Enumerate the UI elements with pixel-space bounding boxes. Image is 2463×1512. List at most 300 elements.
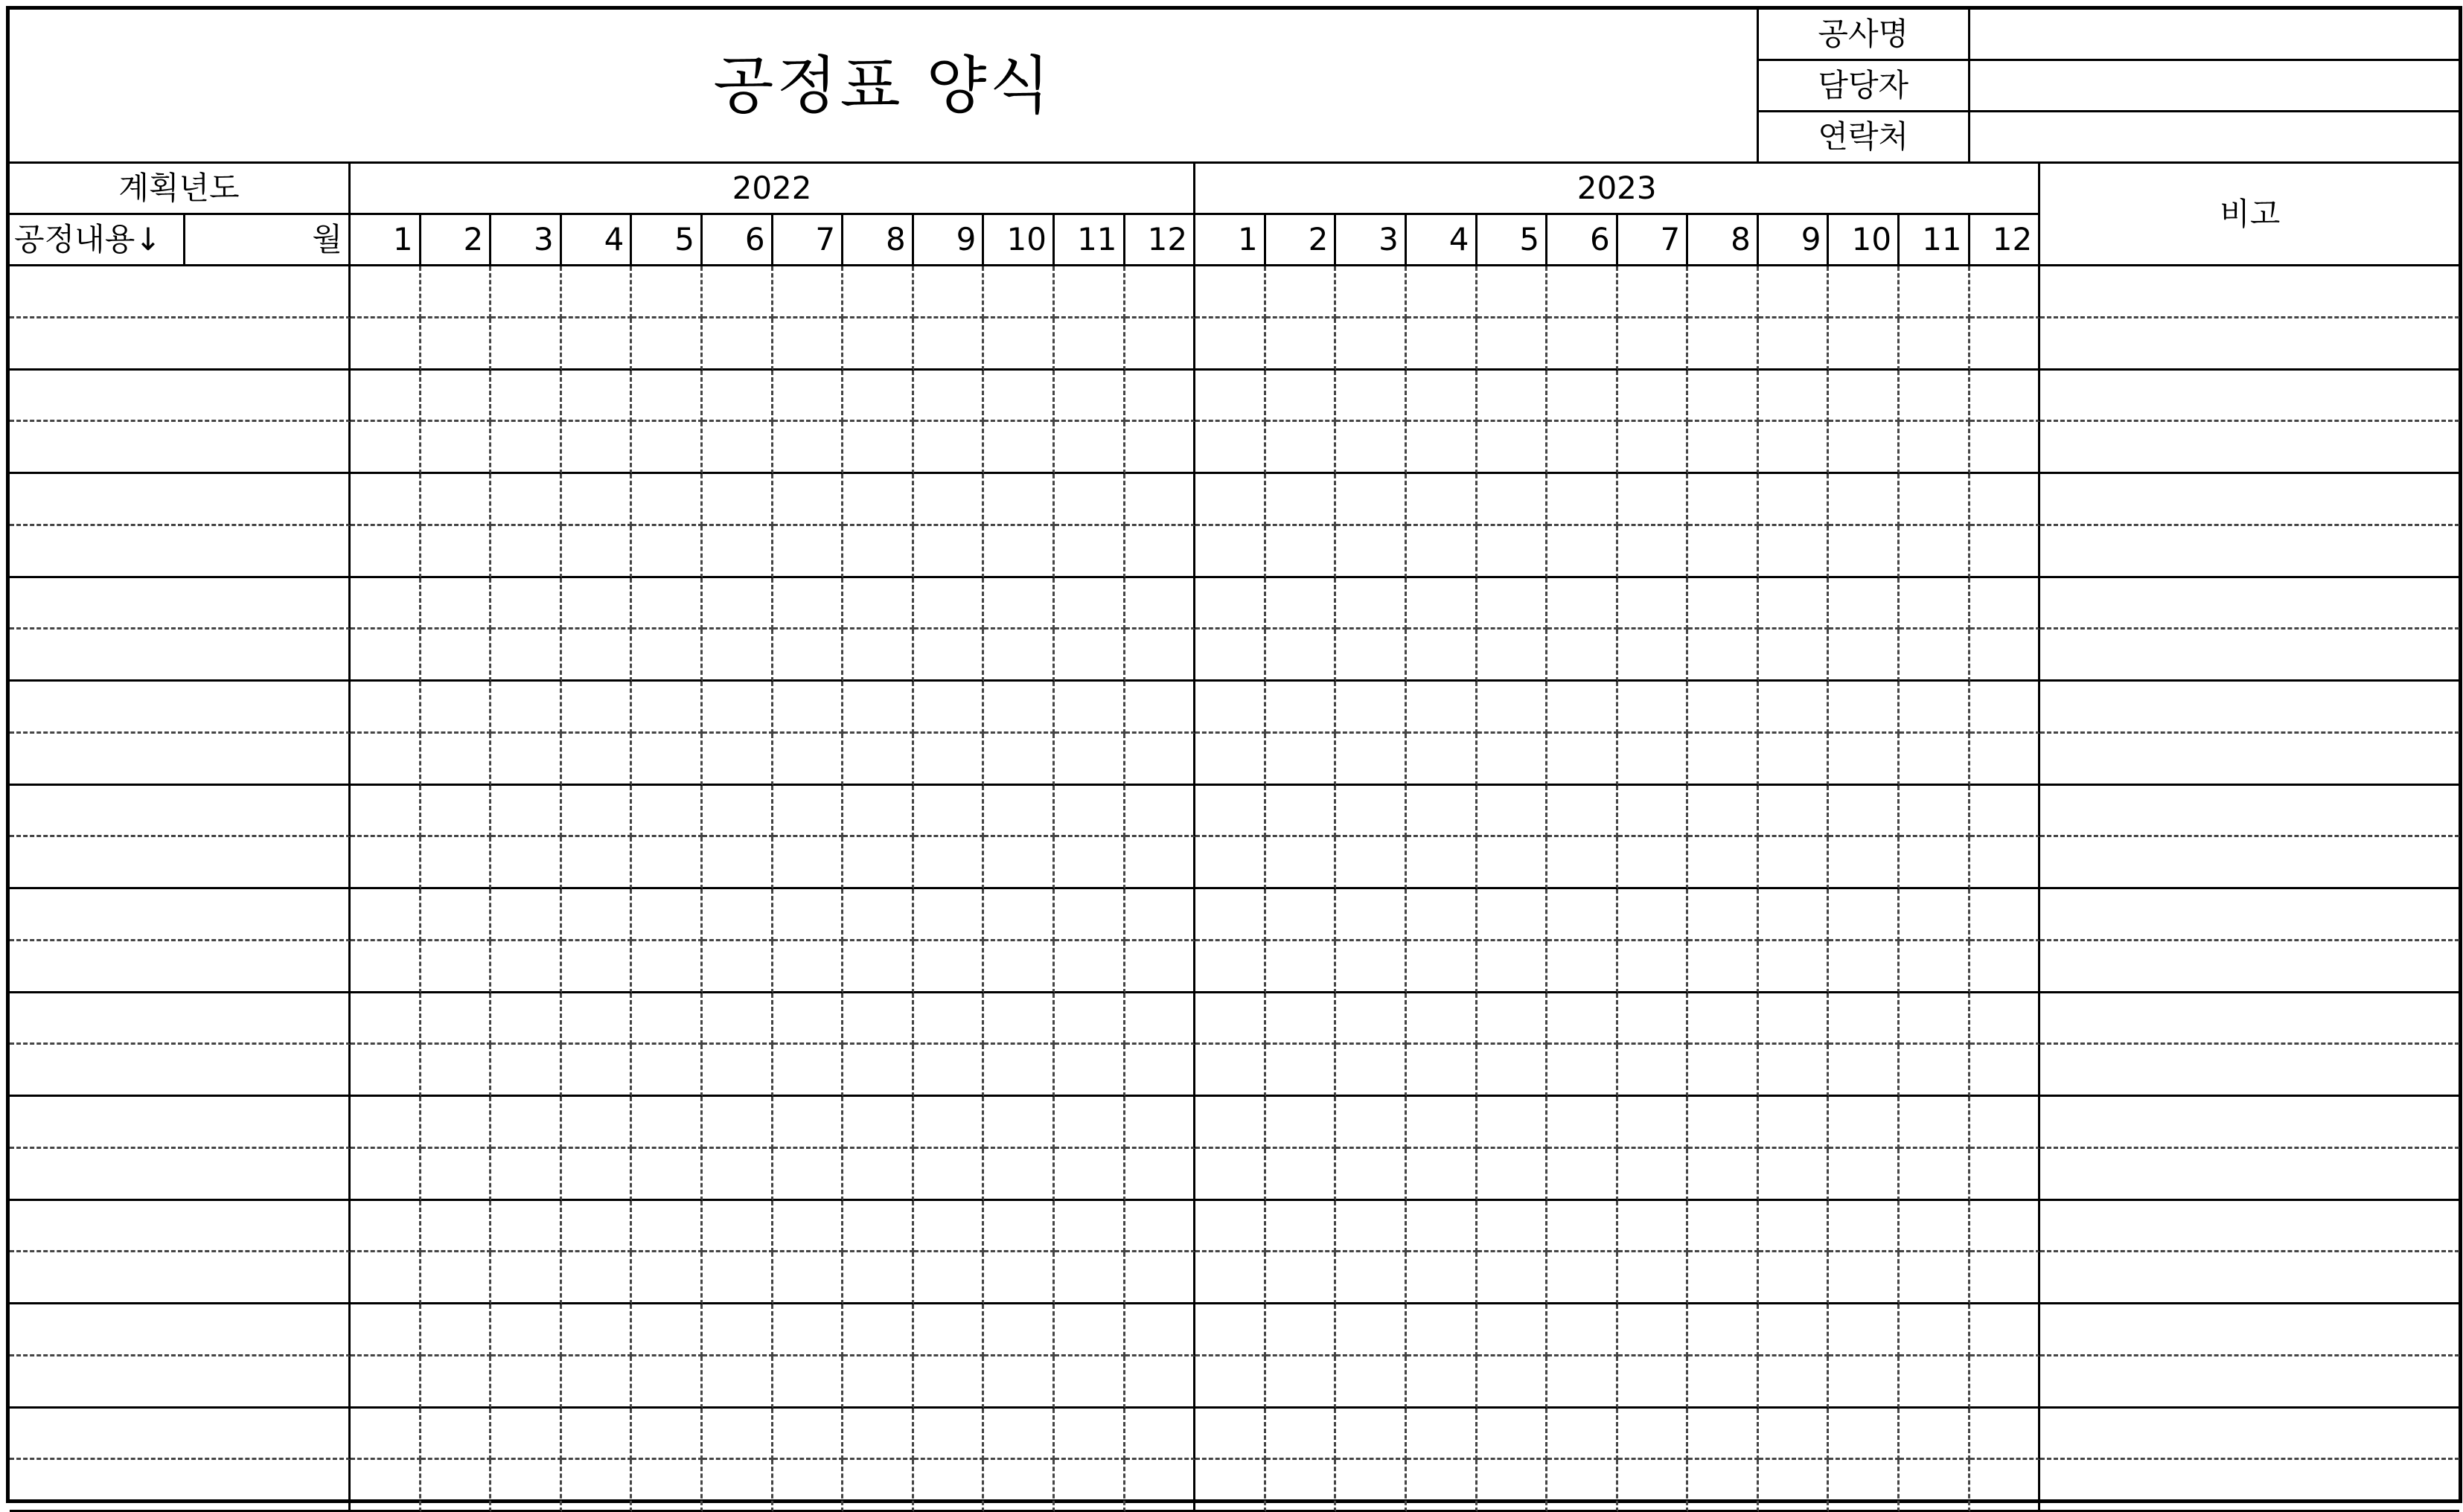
schedule-cell[interactable] — [1266, 1201, 1337, 1253]
schedule-cell[interactable] — [1688, 941, 1759, 993]
schedule-cell[interactable] — [421, 1149, 492, 1201]
schedule-cell[interactable] — [1055, 371, 1125, 423]
schedule-cell[interactable] — [1547, 422, 1618, 474]
schedule-cell[interactable] — [1829, 422, 1900, 474]
schedule-cell[interactable] — [843, 1409, 914, 1461]
schedule-cell[interactable] — [351, 526, 421, 578]
remarks-cell[interactable] — [2040, 266, 2459, 318]
schedule-cell[interactable] — [1970, 1201, 2041, 1253]
schedule-cell[interactable] — [1618, 526, 1689, 578]
schedule-cell[interactable] — [1688, 266, 1759, 318]
schedule-cell[interactable] — [773, 837, 844, 889]
schedule-cell[interactable] — [1336, 837, 1407, 889]
schedule-cell[interactable] — [1195, 266, 1266, 318]
schedule-cell[interactable] — [1759, 1045, 1830, 1097]
schedule-cell[interactable] — [1618, 837, 1689, 889]
schedule-cell[interactable] — [1618, 1304, 1689, 1356]
schedule-cell[interactable] — [421, 993, 492, 1045]
remarks-cell[interactable] — [2040, 734, 2459, 786]
schedule-cell[interactable] — [1336, 1409, 1407, 1461]
schedule-cell[interactable] — [562, 1252, 633, 1304]
schedule-cell[interactable] — [1970, 630, 2041, 682]
schedule-cell[interactable] — [1266, 1149, 1337, 1201]
schedule-cell[interactable] — [1478, 993, 1548, 1045]
schedule-cell[interactable] — [632, 682, 703, 734]
schedule-cell[interactable] — [1125, 734, 1196, 786]
schedule-cell[interactable] — [984, 1149, 1055, 1201]
schedule-cell[interactable] — [1900, 1149, 1970, 1201]
contact-field[interactable] — [1970, 112, 2460, 164]
schedule-cell[interactable] — [984, 1201, 1055, 1253]
schedule-cell[interactable] — [1900, 682, 1970, 734]
schedule-cell[interactable] — [1336, 474, 1407, 526]
schedule-cell[interactable] — [1478, 682, 1548, 734]
schedule-cell[interactable] — [1829, 682, 1900, 734]
schedule-cell[interactable] — [773, 734, 844, 786]
schedule-cell[interactable] — [703, 786, 773, 838]
schedule-cell[interactable] — [421, 526, 492, 578]
schedule-cell[interactable] — [562, 837, 633, 889]
schedule-cell[interactable] — [1407, 889, 1478, 941]
process-content-cell[interactable] — [10, 1201, 351, 1253]
schedule-cell[interactable] — [703, 889, 773, 941]
schedule-cell[interactable] — [1688, 889, 1759, 941]
schedule-cell[interactable] — [1125, 371, 1196, 423]
schedule-cell[interactable] — [1970, 1409, 2041, 1461]
schedule-cell[interactable] — [1266, 474, 1337, 526]
schedule-cell[interactable] — [1759, 1460, 1830, 1512]
schedule-cell[interactable] — [1970, 1149, 2041, 1201]
schedule-cell[interactable] — [351, 630, 421, 682]
schedule-cell[interactable] — [1829, 1409, 1900, 1461]
schedule-cell[interactable] — [1618, 422, 1689, 474]
schedule-cell[interactable] — [1759, 1304, 1830, 1356]
schedule-cell[interactable] — [984, 1409, 1055, 1461]
schedule-cell[interactable] — [1195, 1304, 1266, 1356]
schedule-cell[interactable] — [984, 526, 1055, 578]
schedule-cell[interactable] — [1478, 474, 1548, 526]
schedule-cell[interactable] — [773, 1097, 844, 1149]
schedule-cell[interactable] — [562, 889, 633, 941]
schedule-cell[interactable] — [1478, 1356, 1548, 1409]
schedule-cell[interactable] — [562, 1356, 633, 1409]
schedule-cell[interactable] — [1900, 1304, 1970, 1356]
schedule-cell[interactable] — [1478, 837, 1548, 889]
schedule-cell[interactable] — [1759, 1149, 1830, 1201]
schedule-cell[interactable] — [491, 371, 562, 423]
schedule-cell[interactable] — [843, 526, 914, 578]
schedule-cell[interactable] — [1900, 734, 1970, 786]
schedule-cell[interactable] — [562, 371, 633, 423]
schedule-cell[interactable] — [491, 1356, 562, 1409]
schedule-cell[interactable] — [1407, 786, 1478, 838]
schedule-cell[interactable] — [421, 1201, 492, 1253]
schedule-cell[interactable] — [1195, 474, 1266, 526]
schedule-cell[interactable] — [914, 1304, 985, 1356]
schedule-cell[interactable] — [1125, 786, 1196, 838]
schedule-cell[interactable] — [1336, 1304, 1407, 1356]
schedule-cell[interactable] — [491, 474, 562, 526]
schedule-cell[interactable] — [351, 318, 421, 371]
schedule-cell[interactable] — [1829, 266, 1900, 318]
schedule-cell[interactable] — [562, 526, 633, 578]
schedule-cell[interactable] — [843, 837, 914, 889]
schedule-cell[interactable] — [1900, 837, 1970, 889]
schedule-cell[interactable] — [351, 993, 421, 1045]
schedule-cell[interactable] — [773, 266, 844, 318]
schedule-cell[interactable] — [703, 1304, 773, 1356]
schedule-cell[interactable] — [1407, 578, 1478, 630]
remarks-cell[interactable] — [2040, 889, 2459, 941]
schedule-cell[interactable] — [1478, 1201, 1548, 1253]
schedule-cell[interactable] — [1266, 422, 1337, 474]
schedule-cell[interactable] — [843, 630, 914, 682]
schedule-cell[interactable] — [1900, 578, 1970, 630]
schedule-cell[interactable] — [421, 318, 492, 371]
schedule-cell[interactable] — [1618, 266, 1689, 318]
schedule-cell[interactable] — [421, 1409, 492, 1461]
schedule-cell[interactable] — [491, 889, 562, 941]
remarks-cell[interactable] — [2040, 1149, 2459, 1201]
process-content-cell[interactable] — [10, 837, 351, 889]
schedule-cell[interactable] — [843, 266, 914, 318]
schedule-cell[interactable] — [1125, 630, 1196, 682]
schedule-cell[interactable] — [1618, 734, 1689, 786]
schedule-cell[interactable] — [421, 266, 492, 318]
schedule-cell[interactable] — [1900, 1097, 1970, 1149]
schedule-cell[interactable] — [421, 630, 492, 682]
schedule-cell[interactable] — [773, 1460, 844, 1512]
schedule-cell[interactable] — [562, 1201, 633, 1253]
schedule-cell[interactable] — [773, 526, 844, 578]
schedule-cell[interactable] — [491, 318, 562, 371]
schedule-cell[interactable] — [914, 1097, 985, 1149]
schedule-cell[interactable] — [914, 266, 985, 318]
schedule-cell[interactable] — [421, 474, 492, 526]
schedule-cell[interactable] — [1759, 371, 1830, 423]
schedule-cell[interactable] — [491, 1097, 562, 1149]
schedule-cell[interactable] — [562, 266, 633, 318]
schedule-cell[interactable] — [984, 889, 1055, 941]
schedule-cell[interactable] — [1055, 526, 1125, 578]
schedule-cell[interactable] — [1618, 682, 1689, 734]
schedule-cell[interactable] — [1407, 422, 1478, 474]
schedule-cell[interactable] — [1759, 941, 1830, 993]
schedule-cell[interactable] — [1407, 474, 1478, 526]
schedule-cell[interactable] — [703, 1252, 773, 1304]
remarks-cell[interactable] — [2040, 786, 2459, 838]
schedule-cell[interactable] — [703, 941, 773, 993]
schedule-cell[interactable] — [1125, 682, 1196, 734]
schedule-cell[interactable] — [1547, 889, 1618, 941]
schedule-cell[interactable] — [562, 993, 633, 1045]
schedule-cell[interactable] — [1195, 1356, 1266, 1409]
schedule-cell[interactable] — [491, 526, 562, 578]
schedule-cell[interactable] — [1759, 630, 1830, 682]
schedule-cell[interactable] — [1970, 837, 2041, 889]
schedule-cell[interactable] — [1970, 1252, 2041, 1304]
schedule-cell[interactable] — [914, 422, 985, 474]
schedule-cell[interactable] — [1970, 1097, 2041, 1149]
schedule-cell[interactable] — [914, 474, 985, 526]
schedule-cell[interactable] — [1407, 630, 1478, 682]
schedule-cell[interactable] — [1547, 1460, 1618, 1512]
schedule-cell[interactable] — [1195, 1149, 1266, 1201]
schedule-cell[interactable] — [1125, 1201, 1196, 1253]
schedule-cell[interactable] — [632, 526, 703, 578]
schedule-cell[interactable] — [1688, 1045, 1759, 1097]
schedule-cell[interactable] — [914, 1201, 985, 1253]
schedule-cell[interactable] — [1618, 1356, 1689, 1409]
process-content-cell[interactable] — [10, 1409, 351, 1461]
schedule-cell[interactable] — [1759, 474, 1830, 526]
schedule-cell[interactable] — [1478, 1409, 1548, 1461]
schedule-cell[interactable] — [351, 941, 421, 993]
schedule-cell[interactable] — [1547, 1045, 1618, 1097]
schedule-cell[interactable] — [1336, 993, 1407, 1045]
schedule-cell[interactable] — [703, 734, 773, 786]
schedule-cell[interactable] — [1125, 526, 1196, 578]
schedule-cell[interactable] — [984, 1356, 1055, 1409]
process-content-cell[interactable] — [10, 422, 351, 474]
schedule-cell[interactable] — [562, 786, 633, 838]
schedule-cell[interactable] — [1266, 786, 1337, 838]
schedule-cell[interactable] — [773, 578, 844, 630]
schedule-cell[interactable] — [1759, 786, 1830, 838]
schedule-cell[interactable] — [1195, 941, 1266, 993]
schedule-cell[interactable] — [1970, 318, 2041, 371]
schedule-cell[interactable] — [491, 1409, 562, 1461]
schedule-cell[interactable] — [1055, 1252, 1125, 1304]
schedule-cell[interactable] — [1195, 1460, 1266, 1512]
schedule-cell[interactable] — [1407, 1460, 1478, 1512]
schedule-cell[interactable] — [1829, 318, 1900, 371]
schedule-cell[interactable] — [1407, 941, 1478, 993]
schedule-cell[interactable] — [984, 734, 1055, 786]
remarks-cell[interactable] — [2040, 630, 2459, 682]
remarks-cell[interactable] — [2040, 1356, 2459, 1409]
schedule-cell[interactable] — [1055, 786, 1125, 838]
schedule-cell[interactable] — [421, 1356, 492, 1409]
schedule-cell[interactable] — [1547, 1201, 1618, 1253]
schedule-cell[interactable] — [351, 578, 421, 630]
schedule-cell[interactable] — [1900, 266, 1970, 318]
schedule-cell[interactable] — [1547, 786, 1618, 838]
schedule-cell[interactable] — [914, 371, 985, 423]
schedule-cell[interactable] — [1618, 630, 1689, 682]
process-content-cell[interactable] — [10, 266, 351, 318]
schedule-cell[interactable] — [703, 1149, 773, 1201]
schedule-cell[interactable] — [914, 318, 985, 371]
schedule-cell[interactable] — [1829, 630, 1900, 682]
schedule-cell[interactable] — [1829, 1097, 1900, 1149]
schedule-cell[interactable] — [491, 266, 562, 318]
remarks-cell[interactable] — [2040, 318, 2459, 371]
schedule-cell[interactable] — [491, 630, 562, 682]
schedule-cell[interactable] — [1618, 1409, 1689, 1461]
schedule-cell[interactable] — [1478, 266, 1548, 318]
schedule-cell[interactable] — [1407, 1304, 1478, 1356]
schedule-cell[interactable] — [351, 1252, 421, 1304]
schedule-cell[interactable] — [632, 734, 703, 786]
schedule-cell[interactable] — [1055, 1097, 1125, 1149]
schedule-cell[interactable] — [1055, 1201, 1125, 1253]
schedule-cell[interactable] — [1759, 837, 1830, 889]
schedule-cell[interactable] — [1195, 993, 1266, 1045]
schedule-cell[interactable] — [1900, 993, 1970, 1045]
schedule-cell[interactable] — [1547, 578, 1618, 630]
schedule-cell[interactable] — [914, 1356, 985, 1409]
schedule-cell[interactable] — [1125, 1149, 1196, 1201]
schedule-cell[interactable] — [1829, 1356, 1900, 1409]
schedule-cell[interactable] — [1547, 1252, 1618, 1304]
schedule-cell[interactable] — [1195, 1045, 1266, 1097]
schedule-cell[interactable] — [562, 578, 633, 630]
schedule-cell[interactable] — [703, 1409, 773, 1461]
schedule-cell[interactable] — [421, 1460, 492, 1512]
schedule-cell[interactable] — [421, 889, 492, 941]
schedule-cell[interactable] — [1125, 266, 1196, 318]
schedule-cell[interactable] — [703, 371, 773, 423]
schedule-cell[interactable] — [491, 1252, 562, 1304]
schedule-cell[interactable] — [491, 422, 562, 474]
schedule-cell[interactable] — [491, 1460, 562, 1512]
remarks-cell[interactable] — [2040, 371, 2459, 423]
schedule-cell[interactable] — [1266, 1304, 1337, 1356]
schedule-cell[interactable] — [914, 1045, 985, 1097]
schedule-cell[interactable] — [351, 1201, 421, 1253]
schedule-cell[interactable] — [1478, 734, 1548, 786]
schedule-cell[interactable] — [1688, 1252, 1759, 1304]
schedule-cell[interactable] — [1195, 1201, 1266, 1253]
remarks-cell[interactable] — [2040, 422, 2459, 474]
schedule-cell[interactable] — [1688, 786, 1759, 838]
schedule-cell[interactable] — [773, 474, 844, 526]
schedule-cell[interactable] — [1688, 422, 1759, 474]
schedule-cell[interactable] — [703, 1460, 773, 1512]
schedule-cell[interactable] — [1759, 993, 1830, 1045]
schedule-cell[interactable] — [1618, 1149, 1689, 1201]
schedule-cell[interactable] — [1900, 1252, 1970, 1304]
schedule-cell[interactable] — [632, 889, 703, 941]
schedule-cell[interactable] — [1688, 1201, 1759, 1253]
schedule-cell[interactable] — [1688, 526, 1759, 578]
remarks-cell[interactable] — [2040, 682, 2459, 734]
schedule-cell[interactable] — [984, 1304, 1055, 1356]
schedule-cell[interactable] — [421, 422, 492, 474]
process-content-cell[interactable] — [10, 1356, 351, 1409]
schedule-cell[interactable] — [914, 734, 985, 786]
schedule-cell[interactable] — [843, 941, 914, 993]
schedule-cell[interactable] — [632, 578, 703, 630]
schedule-cell[interactable] — [773, 1045, 844, 1097]
schedule-cell[interactable] — [1125, 474, 1196, 526]
schedule-cell[interactable] — [773, 889, 844, 941]
schedule-cell[interactable] — [1195, 578, 1266, 630]
remarks-cell[interactable] — [2040, 993, 2459, 1045]
schedule-cell[interactable] — [562, 422, 633, 474]
schedule-cell[interactable] — [703, 837, 773, 889]
schedule-cell[interactable] — [562, 682, 633, 734]
schedule-cell[interactable] — [1266, 578, 1337, 630]
schedule-cell[interactable] — [1266, 941, 1337, 993]
schedule-cell[interactable] — [1055, 889, 1125, 941]
schedule-cell[interactable] — [1688, 682, 1759, 734]
schedule-cell[interactable] — [1195, 734, 1266, 786]
schedule-cell[interactable] — [562, 474, 633, 526]
schedule-cell[interactable] — [703, 1045, 773, 1097]
schedule-cell[interactable] — [1336, 266, 1407, 318]
schedule-cell[interactable] — [1970, 371, 2041, 423]
schedule-cell[interactable] — [351, 1356, 421, 1409]
schedule-cell[interactable] — [1407, 837, 1478, 889]
schedule-cell[interactable] — [1970, 422, 2041, 474]
schedule-cell[interactable] — [773, 371, 844, 423]
schedule-cell[interactable] — [1336, 1045, 1407, 1097]
schedule-cell[interactable] — [1900, 630, 1970, 682]
schedule-cell[interactable] — [843, 889, 914, 941]
schedule-cell[interactable] — [984, 266, 1055, 318]
schedule-cell[interactable] — [1759, 682, 1830, 734]
schedule-cell[interactable] — [421, 1304, 492, 1356]
schedule-cell[interactable] — [421, 941, 492, 993]
schedule-cell[interactable] — [1125, 578, 1196, 630]
schedule-cell[interactable] — [1407, 1149, 1478, 1201]
schedule-cell[interactable] — [1547, 1149, 1618, 1201]
schedule-cell[interactable] — [703, 1356, 773, 1409]
schedule-cell[interactable] — [1547, 526, 1618, 578]
schedule-cell[interactable] — [1688, 318, 1759, 371]
schedule-cell[interactable] — [351, 734, 421, 786]
remarks-cell[interactable] — [2040, 837, 2459, 889]
schedule-cell[interactable] — [1900, 1356, 1970, 1409]
schedule-cell[interactable] — [1547, 941, 1618, 993]
schedule-cell[interactable] — [632, 266, 703, 318]
schedule-cell[interactable] — [1266, 630, 1337, 682]
schedule-cell[interactable] — [632, 837, 703, 889]
schedule-cell[interactable] — [1547, 993, 1618, 1045]
schedule-cell[interactable] — [632, 1045, 703, 1097]
schedule-cell[interactable] — [562, 1097, 633, 1149]
schedule-cell[interactable] — [1336, 682, 1407, 734]
schedule-cell[interactable] — [1055, 318, 1125, 371]
schedule-cell[interactable] — [1407, 1356, 1478, 1409]
schedule-cell[interactable] — [1125, 837, 1196, 889]
schedule-cell[interactable] — [491, 837, 562, 889]
schedule-cell[interactable] — [1759, 578, 1830, 630]
schedule-cell[interactable] — [703, 578, 773, 630]
schedule-cell[interactable] — [1688, 630, 1759, 682]
schedule-cell[interactable] — [1336, 1460, 1407, 1512]
schedule-cell[interactable] — [703, 1201, 773, 1253]
schedule-cell[interactable] — [632, 1304, 703, 1356]
schedule-cell[interactable] — [843, 318, 914, 371]
schedule-cell[interactable] — [1125, 1252, 1196, 1304]
schedule-cell[interactable] — [632, 1252, 703, 1304]
schedule-cell[interactable] — [914, 786, 985, 838]
schedule-cell[interactable] — [1055, 474, 1125, 526]
schedule-cell[interactable] — [773, 1304, 844, 1356]
schedule-cell[interactable] — [491, 578, 562, 630]
schedule-cell[interactable] — [1195, 318, 1266, 371]
schedule-cell[interactable] — [1688, 837, 1759, 889]
schedule-cell[interactable] — [1266, 993, 1337, 1045]
schedule-cell[interactable] — [914, 889, 985, 941]
schedule-cell[interactable] — [1970, 1045, 2041, 1097]
schedule-cell[interactable] — [562, 734, 633, 786]
process-content-cell[interactable] — [10, 1252, 351, 1304]
schedule-cell[interactable] — [1336, 889, 1407, 941]
